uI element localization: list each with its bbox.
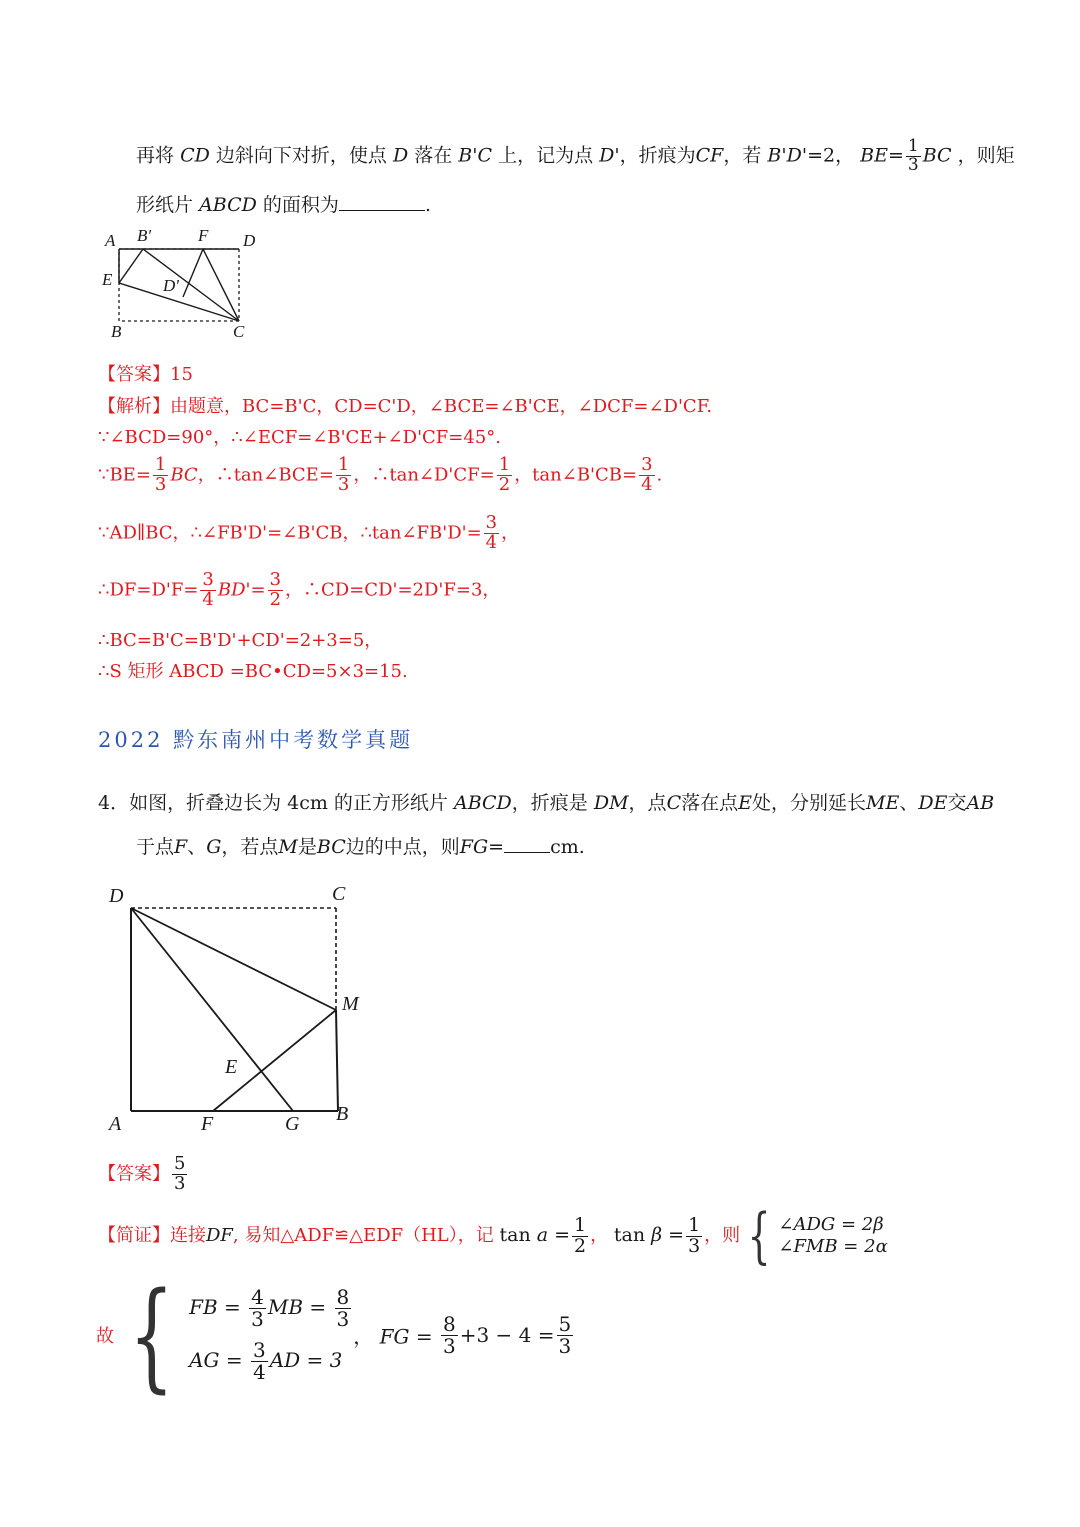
label-B: B [336,1103,349,1125]
figure-1-rectangle-fold [95,225,265,345]
fraction: $\frac{3}{4}$ [252,1338,266,1384]
fraction: $\frac{1}{3}$ [688,1213,701,1257]
fraction: $\frac{1}{2}$ [498,454,511,495]
fraction: $\frac{8}{3}$ [336,1285,350,1331]
fraction: $\frac{3}{2}$ [269,569,282,610]
label-A: A [109,1113,122,1135]
section-title: 2022 黔东南州中考数学真题 [98,728,414,752]
ans3-answer: 【答案】15 [98,364,193,385]
ans4-answer: 【答案】 $\frac{5}{3}$ [98,1153,186,1194]
ans3-line5: ∴DF=D'F= $\frac{3}{4}$ BD'= $\frac{3}{2}$ ，∴CD=CD'=2D'F=3， [98,569,501,610]
fraction: $\frac{3}{4}$ [641,454,653,495]
p4-line1: 4．如图，折叠边长为 4cm 的正方形纸片 ABCD，折痕是 DM，点C落在点E处，分别延长ME、DE交AB [98,792,995,814]
figure-2-square-fold [100,878,370,1138]
label-D-prime: D' [163,276,179,295]
ans3-line6: ∴BC=B'C=B'D'+CD'=2+3=5， [98,630,383,651]
label-B: B [111,322,122,341]
label-F: F [201,1113,214,1135]
fraction: $\frac{1}{3}$ [154,454,167,495]
left-brace: { [129,1266,175,1404]
label-A: A [105,231,116,250]
answer-blank [504,851,550,853]
label-B-prime: B' [137,226,152,245]
p4-line2: 于点F、G，若点M是BC边的中点，则FG= cm. [136,836,585,858]
ans3-line4: ∵AD∥BC，∴∠FB'D'=∠B'CB，∴tan∠FB'D'= $\frac{3}{4}$ ， [98,512,520,553]
ans3-line1: 【解析】由题意，BC=B'C，CD=C'D，∠BCE=∠B'CE，∠DCF=∠D'CF. [98,396,713,417]
label-C: C [332,883,346,905]
label-M: M [342,993,359,1015]
p3-line2: 形纸片 ABCD 的面积为 . [136,194,431,216]
label-F: F [198,226,209,245]
fraction: $\frac{1}{3}$ [337,454,350,495]
p3-line1: 再将 CD 边斜向下对折，使点 D 落在 B'C 上，记为点 D'，折痕为CF，若 B'D'=2， BE= $\frac{1}{3}$ BC ，则矩 [136,136,1015,175]
fraction: $\frac{3}{4}$ [485,512,498,553]
fraction: $\frac{1}{2}$ [574,1213,587,1257]
label-C: C [233,322,245,341]
equation-system: FB = $\frac{4}{3}$ MB = $\frac{8}{3}$ AG = $\frac{3}{4}$ AD = 3 [189,1285,350,1384]
fraction: $\frac{3}{4}$ [202,569,214,610]
label-G: G [285,1113,300,1135]
ans4-proof: 【简证】连接DF, 易知△ADF≌△EDF（HL），记 tan a = $\frac{1}{2}$ ， tan β = $\frac{1}{3}$ ，则 { ∠ADG = 2β ∠FMB = 2α [98,1201,888,1271]
label-D: D [243,231,256,250]
answer-blank [339,209,425,211]
ans3-line2: ∵∠BCD=90°，∴∠ECF=∠B'CE+∠D'CF=45°. [98,427,501,448]
fraction: $\frac{8}{3}$ [442,1311,456,1358]
label-E: E [225,1056,238,1078]
label-E: E [102,270,113,289]
ans3-line7: ∴S 矩形 ABCD =BC•CD=5×3=15. [98,661,408,682]
fraction: $\frac{5}{3}$ [174,1153,186,1194]
left-brace: { [747,1201,771,1271]
equation-system: ∠ADG = 2β ∠FMB = 2α [778,1213,888,1257]
label-D: D [109,885,124,907]
ans4-conclusion: 故 { FB = $\frac{4}{3}$ MB = $\frac{8}{3}$ AG = $\frac{3}{4}$ AD = 3 ， FG = $\frac{8}{3}$ +3 − 4 = $\frac{5}{3}$ [96,1266,572,1404]
fraction: $\frac{1}{3}$ [907,136,919,175]
fraction: $\frac{5}{3}$ [558,1311,572,1358]
ans3-line3: ∵BE= $\frac{1}{3}$ BC，∴tan∠BCE= $\frac{1}{3}$ ，∴tan∠D'CF= $\frac{1}{2}$ ，tan∠B'CB= $\frac{3}{4}$ . [98,454,663,495]
fraction: $\frac{4}{3}$ [251,1285,264,1331]
